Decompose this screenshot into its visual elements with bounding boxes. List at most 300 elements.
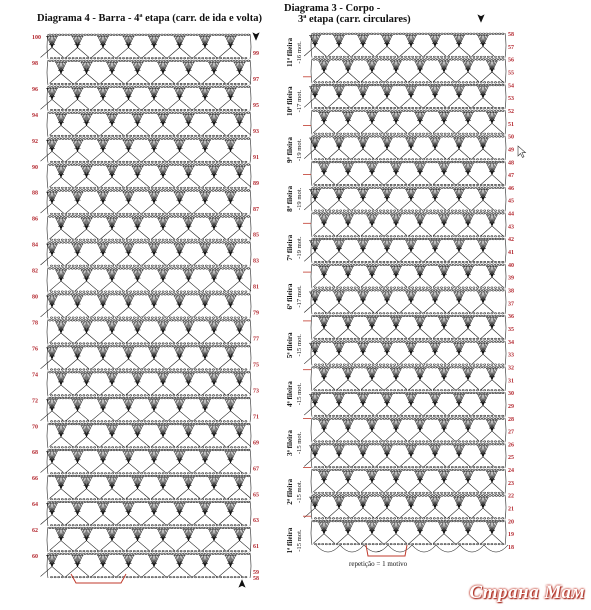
chain-stitch-symbol xyxy=(222,423,224,425)
chain-stitch-symbol xyxy=(129,475,131,477)
chain-stitch-symbol xyxy=(58,239,60,240)
chain-stitch-symbol xyxy=(225,371,227,373)
chain-stitch-symbol xyxy=(215,190,217,192)
crochet-fan-symbol xyxy=(75,166,98,187)
chain-stitch-symbol xyxy=(238,423,240,425)
chain-stitch-symbol xyxy=(94,294,96,296)
crochet-fan-symbol xyxy=(126,426,149,447)
chain-stitch-symbol xyxy=(202,317,204,318)
chain-stitch-symbol xyxy=(216,369,218,370)
chain-stitch-symbol xyxy=(177,397,179,399)
chain-stitch-symbol xyxy=(52,371,54,373)
crochet-fan-symbol xyxy=(203,62,226,83)
chain-stitch-symbol xyxy=(79,343,81,344)
chain-stitch-symbol xyxy=(184,135,186,136)
chain-stitch-symbol xyxy=(220,187,222,188)
chain-stitch-symbol xyxy=(58,294,60,296)
chain-stitch-symbol xyxy=(202,57,204,58)
chain-stitch-symbol xyxy=(106,268,108,270)
chain-stitch-symbol xyxy=(81,320,83,322)
chain-stitch-symbol xyxy=(234,242,236,244)
chain-stitch-symbol xyxy=(212,135,214,136)
chain-stitch-symbol xyxy=(101,187,103,188)
chain-stitch-symbol xyxy=(154,397,156,399)
stitch-leg xyxy=(61,229,73,239)
chain-stitch-symbol xyxy=(83,525,85,526)
chain-stitch-symbol xyxy=(68,60,70,62)
stitch-leg xyxy=(177,489,189,499)
chain-stitch-symbol xyxy=(167,371,169,373)
chain-stitch-symbol xyxy=(151,473,153,474)
chain-stitch-symbol xyxy=(234,343,236,344)
stitch-leg xyxy=(66,411,78,421)
chain-stitch-symbol xyxy=(137,369,139,370)
chain-stitch-symbol xyxy=(177,371,179,373)
chain-stitch-symbol xyxy=(103,268,105,270)
chain-stitch-symbol xyxy=(151,421,153,422)
turning-chain xyxy=(47,423,48,448)
chain-stitch-symbol xyxy=(180,109,182,110)
chain-stitch-symbol xyxy=(58,501,60,503)
chain-stitch-symbol xyxy=(133,109,135,110)
chain-stitch-symbol xyxy=(170,138,172,140)
chain-stitch-symbol xyxy=(86,369,88,370)
chain-stitch-symbol xyxy=(164,371,166,373)
stitch-leg xyxy=(203,229,215,239)
chain-stitch-symbol xyxy=(174,475,176,477)
chain-stitch-symbol xyxy=(106,164,108,166)
chain-stitch-symbol xyxy=(170,294,172,296)
chain-stitch-symbol xyxy=(194,499,196,500)
chain-stitch-symbol xyxy=(110,320,112,322)
stitch-leg xyxy=(228,229,240,239)
chain-stitch-symbol xyxy=(174,242,176,244)
chain-stitch-symbol xyxy=(68,320,70,322)
stitch-leg xyxy=(177,333,189,343)
stitch-leg xyxy=(154,307,166,317)
chain-stitch-symbol xyxy=(144,265,146,266)
chain-stitch-symbol xyxy=(144,395,146,396)
chain-stitch-symbol xyxy=(177,138,179,140)
chain-stitch-symbol xyxy=(142,449,144,451)
chain-stitch-symbol xyxy=(49,86,51,88)
chain-stitch-symbol xyxy=(94,501,96,503)
chain-stitch-symbol xyxy=(130,135,132,136)
chain-stitch-symbol xyxy=(112,291,114,292)
chain-stitch-symbol xyxy=(103,294,105,296)
chain-stitch-symbol xyxy=(90,397,92,399)
chain-stitch-symbol xyxy=(186,371,188,373)
crochet-fan-symbol xyxy=(117,452,140,473)
chain-stitch-symbol xyxy=(87,216,89,218)
chain-stitch-symbol xyxy=(140,499,142,500)
chain-stitch-symbol xyxy=(119,109,121,110)
chain-stitch-symbol xyxy=(137,161,139,162)
chain-stitch-symbol xyxy=(71,501,73,503)
chain-stitch-symbol xyxy=(101,369,103,370)
chain-stitch-symbol xyxy=(148,216,150,218)
chain-stitch-symbol xyxy=(55,216,57,218)
chain-stitch-symbol xyxy=(112,109,114,110)
chain-stitch-symbol xyxy=(54,447,56,448)
stitch-leg xyxy=(78,515,90,525)
stitch-leg xyxy=(78,255,90,265)
stitch-leg xyxy=(168,307,180,317)
chain-stitch-symbol xyxy=(212,239,214,240)
turning-chain xyxy=(47,190,48,215)
chain-stitch-symbol xyxy=(223,369,225,370)
chain-stitch-symbol xyxy=(227,343,229,344)
crochet-fan-symbol xyxy=(66,88,89,109)
chain-stitch-symbol xyxy=(86,265,88,266)
chain-stitch-symbol xyxy=(151,57,153,58)
chain-stitch-symbol xyxy=(180,164,182,166)
chain-stitch-symbol xyxy=(187,239,189,240)
stitch-leg xyxy=(163,437,175,447)
chain-stitch-symbol xyxy=(58,343,60,344)
chain-stitch-symbol xyxy=(148,164,150,166)
crochet-fan-symbol xyxy=(177,426,200,447)
chain-stitch-symbol xyxy=(100,449,102,451)
stitch-block xyxy=(41,86,252,111)
crochet-fan-symbol xyxy=(66,140,89,161)
stitch-leg xyxy=(219,359,231,369)
chain-stitch-symbol xyxy=(169,213,171,214)
crochet-fan-symbol xyxy=(50,322,73,343)
chain-stitch-symbol xyxy=(212,60,214,62)
chain-stitch-symbol xyxy=(52,501,54,503)
chain-stitch-symbol xyxy=(58,216,60,218)
chain-stitch-symbol xyxy=(190,345,192,347)
crochet-fan-symbol xyxy=(194,88,217,109)
chain-stitch-symbol xyxy=(198,109,200,110)
chain-stitch-symbol xyxy=(202,135,204,136)
chain-stitch-symbol xyxy=(126,397,128,399)
chain-stitch-symbol xyxy=(231,501,233,503)
chain-stitch-symbol xyxy=(129,216,131,218)
stitch-leg xyxy=(112,333,124,343)
chain-stitch-symbol xyxy=(187,187,189,188)
chain-stitch-symbol xyxy=(158,190,160,192)
chain-stitch-symbol xyxy=(140,83,142,84)
chain-stitch-symbol xyxy=(151,397,153,399)
stitch-leg xyxy=(152,229,164,239)
chain-stitch-symbol xyxy=(62,294,64,296)
chain-stitch-symbol xyxy=(218,371,220,373)
chain-stitch-symbol xyxy=(244,268,246,270)
chain-stitch-symbol xyxy=(122,291,124,292)
chain-stitch-symbol xyxy=(90,112,92,114)
chain-stitch-symbol xyxy=(196,34,198,36)
chain-stitch-symbol xyxy=(113,397,115,399)
chain-stitch-symbol xyxy=(155,395,157,396)
chain-stitch-symbol xyxy=(115,421,117,422)
chain-stitch-symbol xyxy=(183,397,185,399)
chain-stitch-symbol xyxy=(58,371,60,373)
chain-stitch-symbol xyxy=(167,164,169,166)
chain-stitch-symbol xyxy=(244,345,246,347)
chain-stitch-symbol xyxy=(55,449,57,451)
chain-stitch-symbol xyxy=(158,317,160,318)
chain-stitch-symbol xyxy=(87,138,89,140)
chain-stitch-symbol xyxy=(155,135,157,136)
chain-stitch-symbol xyxy=(115,291,117,292)
chain-stitch-symbol xyxy=(74,397,76,399)
chain-stitch-symbol xyxy=(94,423,96,425)
chain-stitch-symbol xyxy=(216,447,218,448)
chain-stitch-symbol xyxy=(247,371,249,373)
chain-stitch-symbol xyxy=(115,109,117,110)
chain-stitch-symbol xyxy=(126,475,128,477)
chain-stitch-symbol xyxy=(101,57,103,58)
chain-stitch-symbol xyxy=(49,112,51,114)
chain-stitch-symbol xyxy=(145,449,147,451)
chain-stitch-symbol xyxy=(54,369,56,370)
chain-stitch-symbol xyxy=(215,397,217,399)
chain-stitch-symbol xyxy=(223,135,225,136)
turning-chain xyxy=(250,449,251,474)
chain-stitch-symbol xyxy=(101,291,103,292)
chain-stitch-symbol xyxy=(225,112,227,114)
chain-stitch-symbol xyxy=(122,447,124,448)
chain-stitch-symbol xyxy=(241,86,243,88)
chain-stitch-symbol xyxy=(94,164,96,166)
chain-stitch-symbol xyxy=(90,447,92,448)
chain-stitch-symbol xyxy=(68,265,70,266)
chain-stitch-symbol xyxy=(199,216,201,218)
chain-stitch-symbol xyxy=(110,397,112,399)
chain-stitch-symbol xyxy=(223,473,225,474)
chain-stitch-symbol xyxy=(190,242,192,244)
chain-stitch-symbol xyxy=(151,345,153,347)
chain-stitch-symbol xyxy=(122,138,124,140)
chain-stitch-symbol xyxy=(212,265,214,266)
stitch-leg xyxy=(228,281,240,291)
chain-stitch-symbol xyxy=(113,501,115,503)
chain-stitch-symbol xyxy=(244,164,246,166)
chain-stitch-symbol xyxy=(78,60,80,62)
chain-stitch-symbol xyxy=(103,216,105,218)
chain-stitch-symbol xyxy=(231,320,233,322)
chain-stitch-symbol xyxy=(74,86,76,88)
chain-stitch-symbol xyxy=(199,397,201,399)
chain-stitch-symbol xyxy=(202,369,204,370)
chain-stitch-symbol xyxy=(61,109,63,110)
chain-stitch-symbol xyxy=(169,135,171,136)
chain-stitch-symbol xyxy=(148,265,150,266)
stitch-block xyxy=(47,371,251,396)
stitch-leg xyxy=(92,515,104,525)
chain-stitch-symbol xyxy=(220,83,222,84)
chain-stitch-symbol xyxy=(230,239,232,240)
chain-stitch-symbol xyxy=(97,135,99,136)
chain-stitch-symbol xyxy=(196,112,198,114)
crochet-fan-symbol xyxy=(101,114,124,135)
chain-stitch-symbol xyxy=(238,34,240,36)
chain-stitch-symbol xyxy=(94,371,96,373)
chain-stitch-symbol xyxy=(142,216,144,218)
chain-stitch-symbol xyxy=(101,395,103,396)
stitch-leg xyxy=(219,463,231,473)
chain-stitch-symbol xyxy=(220,343,222,344)
chain-stitch-symbol xyxy=(238,395,240,396)
chain-stitch-symbol xyxy=(209,501,211,503)
chain-stitch-symbol xyxy=(198,239,200,240)
crochet-fan-symbol xyxy=(194,452,217,473)
chain-stitch-symbol xyxy=(90,265,92,266)
chain-stitch-symbol xyxy=(72,57,74,58)
chain-stitch-symbol xyxy=(50,57,52,58)
chain-stitch-symbol xyxy=(137,109,139,110)
chain-stitch-symbol xyxy=(86,83,88,84)
chain-stitch-symbol xyxy=(234,83,236,84)
stitch-leg xyxy=(228,177,240,187)
chain-stitch-symbol xyxy=(202,294,204,296)
chain-stitch-symbol xyxy=(177,294,179,296)
chain-stitch-symbol xyxy=(62,501,64,503)
chain-stitch-symbol xyxy=(81,475,83,477)
chain-stitch-symbol xyxy=(228,449,230,451)
chain-stitch-symbol xyxy=(132,112,134,114)
stitch-leg xyxy=(154,99,166,109)
chain-stitch-symbol xyxy=(140,473,142,474)
chain-stitch-symbol xyxy=(167,242,169,244)
chain-stitch-symbol xyxy=(234,291,236,292)
chain-stitch-symbol xyxy=(97,138,99,140)
chain-stitch-symbol xyxy=(196,449,198,451)
chain-stitch-symbol xyxy=(65,242,67,244)
chain-stitch-symbol xyxy=(58,499,60,500)
chain-stitch-symbol xyxy=(122,501,124,503)
chain-stitch-symbol xyxy=(206,320,208,322)
chain-stitch-symbol xyxy=(97,291,99,292)
chain-stitch-symbol xyxy=(79,265,81,266)
chain-stitch-symbol xyxy=(94,135,96,136)
chain-stitch-symbol xyxy=(247,86,249,88)
chain-stitch-symbol xyxy=(74,294,76,296)
chain-stitch-symbol xyxy=(106,294,108,296)
stitch-leg xyxy=(92,99,104,109)
chain-stitch-symbol xyxy=(202,475,204,477)
chain-stitch-symbol xyxy=(212,138,214,140)
chain-stitch-symbol xyxy=(133,187,135,188)
stitch-leg xyxy=(87,437,99,447)
chain-stitch-symbol xyxy=(130,499,132,500)
stitch-leg xyxy=(129,463,141,473)
chain-stitch-symbol xyxy=(65,83,67,84)
stitch-leg xyxy=(228,489,240,499)
chain-stitch-symbol xyxy=(198,135,200,136)
chain-stitch-symbol xyxy=(65,395,67,396)
crochet-fan-symbol xyxy=(41,504,64,525)
stitch-leg xyxy=(168,151,180,161)
chain-stitch-symbol xyxy=(187,421,189,422)
chain-stitch-symbol xyxy=(142,294,144,296)
chain-stitch-symbol xyxy=(184,447,186,448)
chain-stitch-symbol xyxy=(225,320,227,322)
chain-stitch-symbol xyxy=(72,525,74,526)
chain-stitch-symbol xyxy=(225,268,227,270)
chain-stitch-symbol xyxy=(170,449,172,451)
chain-stitch-symbol xyxy=(151,475,153,477)
chain-stitch-symbol xyxy=(61,291,63,292)
chain-stitch-symbol xyxy=(113,345,115,347)
chain-stitch-symbol xyxy=(130,109,132,110)
chain-stitch-symbol xyxy=(97,371,99,373)
chain-stitch-symbol xyxy=(158,161,160,162)
chain-stitch-symbol xyxy=(112,135,114,136)
chain-stitch-symbol xyxy=(81,268,83,270)
stitch-block xyxy=(41,501,252,526)
stitch-leg xyxy=(103,359,115,369)
stitch-leg xyxy=(103,203,115,213)
chain-stitch-symbol xyxy=(209,294,211,296)
chain-stitch-symbol xyxy=(113,86,115,88)
chain-stitch-symbol xyxy=(162,83,164,84)
chain-stitch-symbol xyxy=(223,161,225,162)
chain-stitch-symbol xyxy=(132,423,134,425)
turning-chain xyxy=(250,242,251,267)
turning-chain xyxy=(250,268,251,293)
chain-stitch-symbol xyxy=(241,343,243,344)
chain-stitch-symbol xyxy=(218,268,220,270)
chain-stitch-symbol xyxy=(223,83,225,84)
stitch-leg xyxy=(180,255,192,265)
chain-stitch-symbol xyxy=(58,449,60,451)
chain-stitch-symbol xyxy=(100,423,102,425)
chain-stitch-symbol xyxy=(83,213,85,214)
stitch-leg xyxy=(117,151,129,161)
chain-stitch-symbol xyxy=(84,397,86,399)
chain-stitch-symbol xyxy=(209,216,211,218)
stitch-leg xyxy=(92,48,104,58)
chain-stitch-symbol xyxy=(74,190,76,192)
chain-stitch-symbol xyxy=(68,499,70,500)
chain-stitch-symbol xyxy=(166,395,168,396)
chain-stitch-symbol xyxy=(164,423,166,425)
chain-stitch-symbol xyxy=(202,345,204,347)
chain-stitch-symbol xyxy=(68,86,70,88)
chain-stitch-symbol xyxy=(190,294,192,296)
crochet-fan-symbol xyxy=(66,244,89,265)
chain-stitch-symbol xyxy=(215,60,217,62)
chain-stitch-symbol xyxy=(122,86,124,88)
chain-stitch-symbol xyxy=(164,294,166,296)
chain-stitch-symbol xyxy=(193,190,195,192)
chain-stitch-symbol xyxy=(52,345,54,347)
chain-stitch-symbol xyxy=(71,242,73,244)
chain-stitch-symbol xyxy=(186,34,188,36)
chain-stitch-symbol xyxy=(154,112,156,114)
chain-stitch-symbol xyxy=(194,343,196,344)
stitch-leg xyxy=(50,177,62,187)
chain-stitch-symbol xyxy=(58,57,60,58)
chain-stitch-symbol xyxy=(158,213,160,214)
chain-stitch-symbol xyxy=(50,187,52,188)
chain-stitch-symbol xyxy=(113,60,115,62)
chain-stitch-symbol xyxy=(186,216,188,218)
chain-stitch-symbol xyxy=(162,187,164,188)
chain-stitch-symbol xyxy=(79,447,81,448)
stitch-leg xyxy=(75,74,87,84)
stitch-leg xyxy=(41,411,53,421)
chain-stitch-symbol xyxy=(126,138,128,140)
chain-stitch-symbol xyxy=(220,447,222,448)
chain-stitch-symbol xyxy=(184,265,186,266)
chain-stitch-symbol xyxy=(83,83,85,84)
chain-stitch-symbol xyxy=(81,86,83,88)
stitch-leg xyxy=(117,203,129,213)
